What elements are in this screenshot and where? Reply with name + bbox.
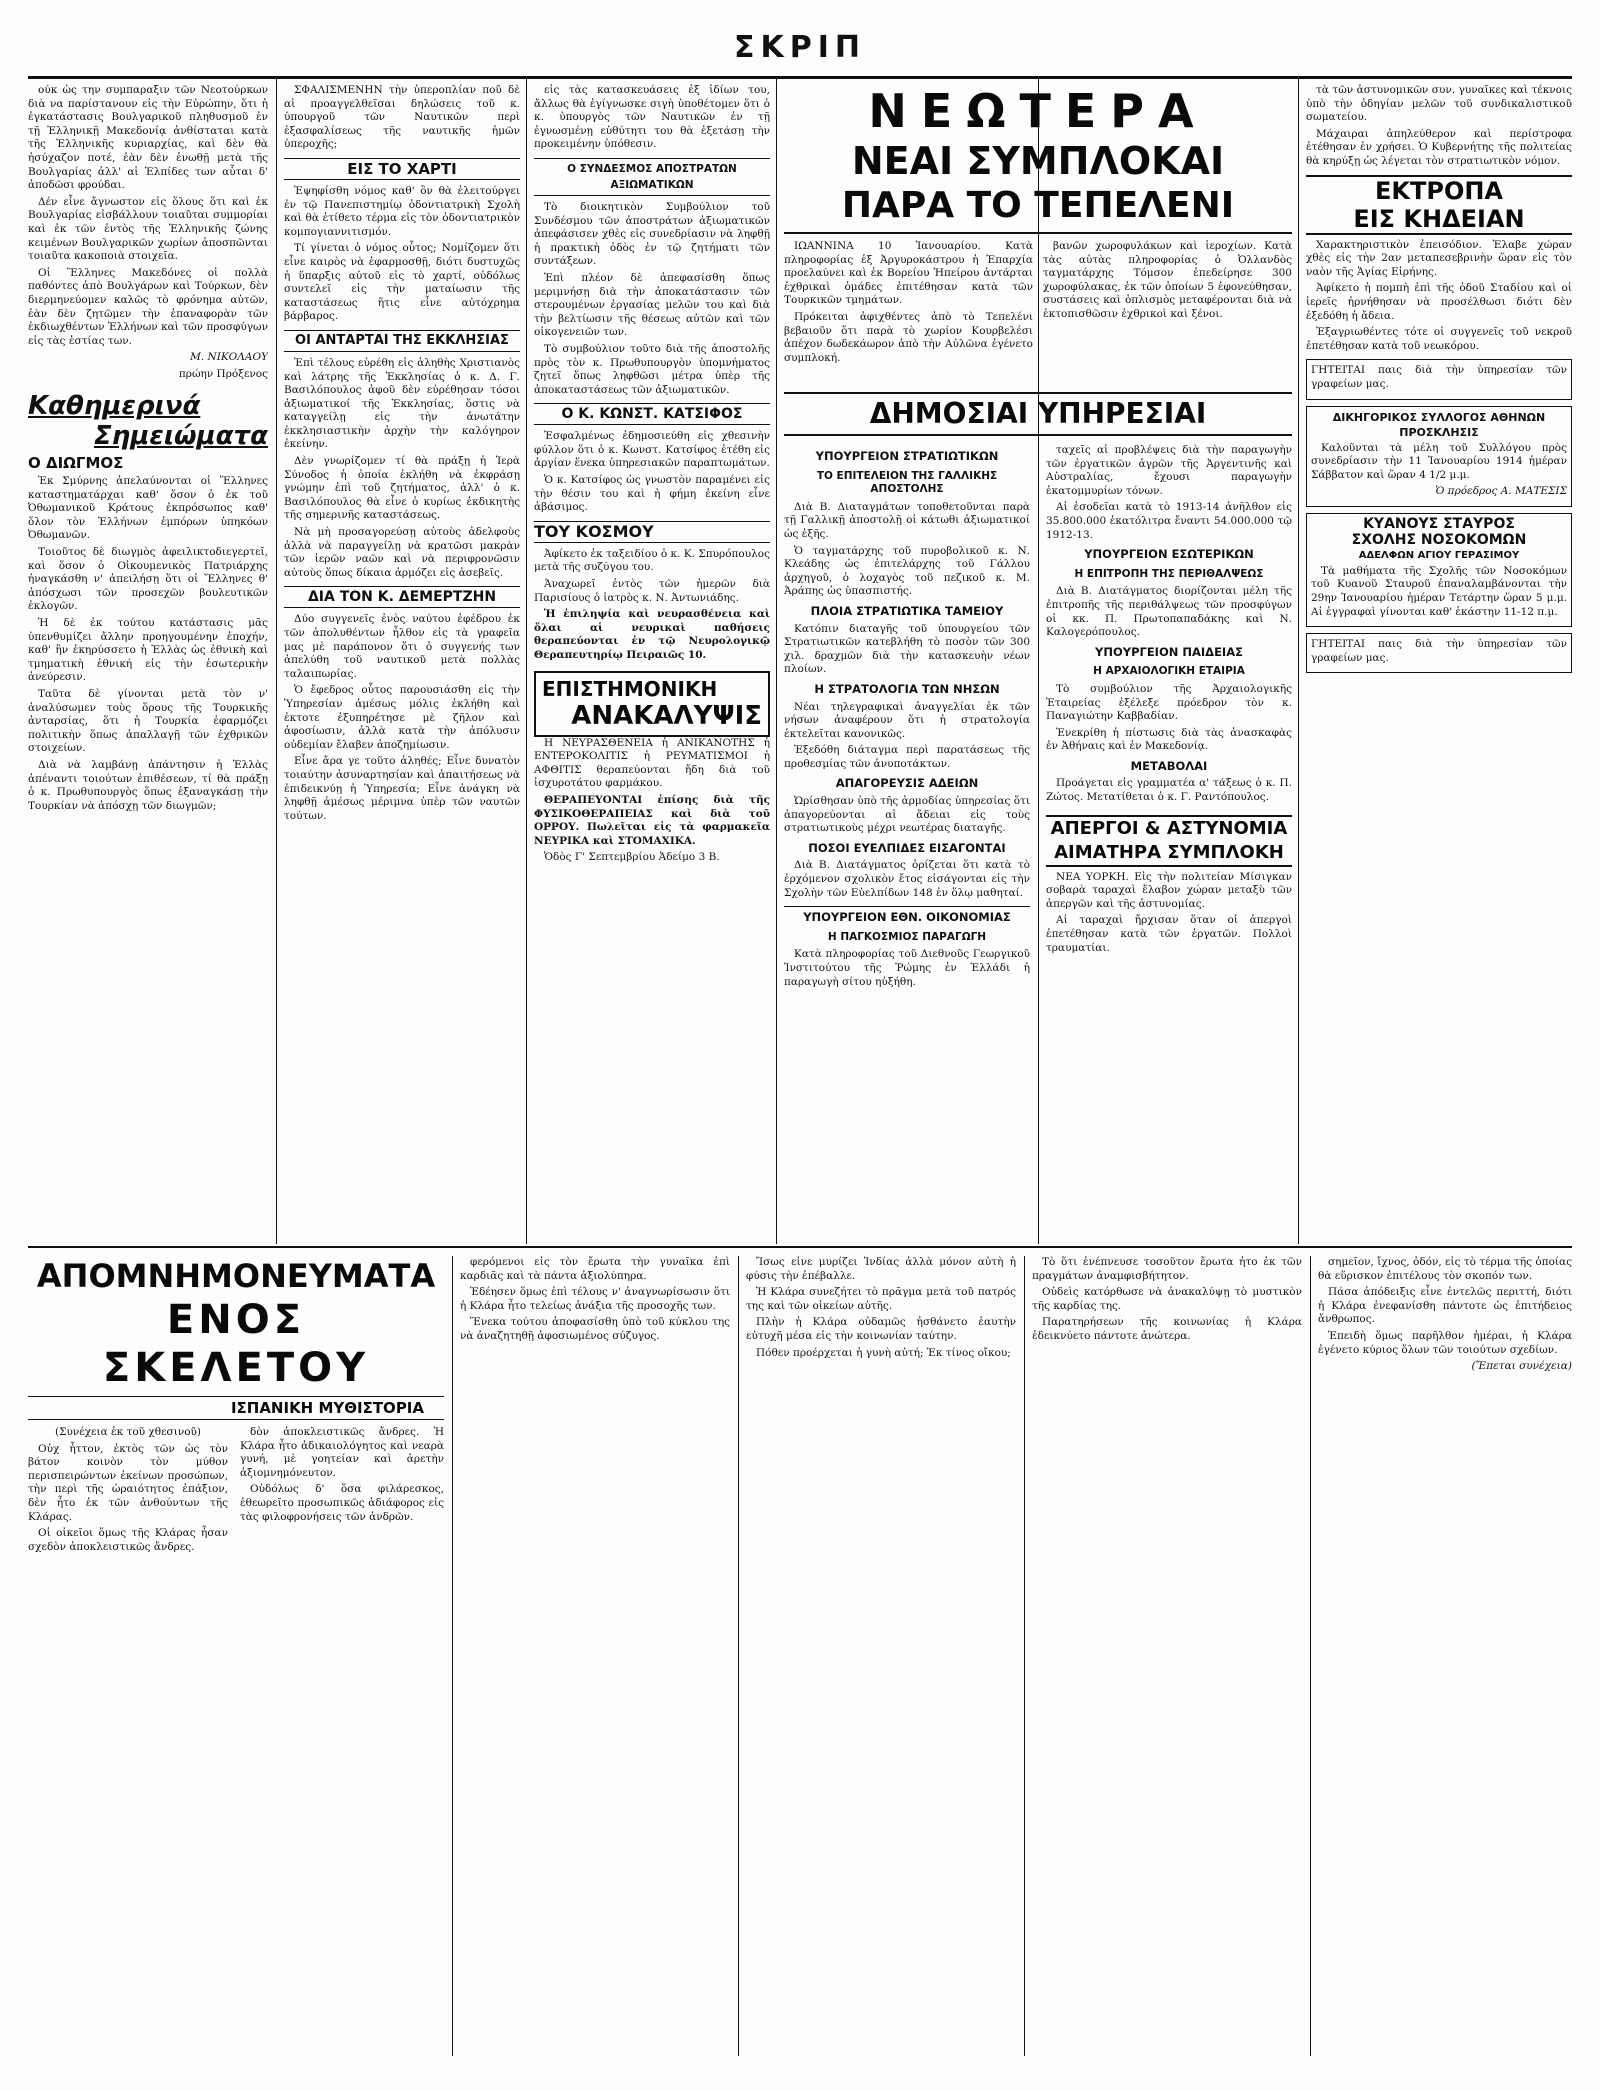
paragraph: Ἕνεκα τούτου ἀποφασίσθη ὑπὸ τοῦ κύκλου της νὰ ἀναζητηθῇ ἀφοσιωμένος σύζυγος. xyxy=(460,1316,730,1342)
paragraph: ούκ ὡς την συμπαραξιν τῶν Νεοτούρκων διὰ να παρίστανουν εἰς τὴν Εὐρώπην, ὅτι ἡ ἐγκατάστασις Βουλγαρικοῦ πληθυσμοῦ ἐν τῇ Ἑλληνικῇ Μακεδονίᾳ ἀνθίσταται κατὰ τῆς Ἑλληνικῆς κυριαρχίας, καὶ δὲν θὰ ἠσύχαζον ποτέ, ἐὰν δὲν ἐνωθῇ μετὰ τῆς Βουλγαρίας ἀλλ' αἱ Ἐλπίδες των αὗται δ' ἀποδῶσι φρούδαι. xyxy=(28,84,268,192)
column-4 xyxy=(784,444,1030,1244)
notice-body: Καλοῦνται τὰ μέλη τοῦ Συλλόγου πρὸς συνεδρίασιν τὴν 11 Ἰανουαρίου 1914 ἡμέραν Σάββατον καὶ ὥραν 4 1/2 μ.μ. xyxy=(1311,441,1567,481)
paragraph: Παρατηρήσεων τῆς κοινωνίας ἡ Κλάρα ἐδεικνύετο πάντοτε ἀνώτερα. xyxy=(1032,1316,1302,1342)
paragraph: ΘΕΡΑΠΕΥΟΝΤΑΙ ἐπίσης διὰ τῆς ΦΥΣΙΚΟΘΕΡΑΠΕΙΑΣ καὶ διὰ τοῦ ΟΡΡΟΥ. Πωλεῖται εἰς τὰ φαρμακεῖα ΝΕΥΡΙΚΑ καὶ ΣΤΟΜΑΧΙΚΑ. xyxy=(534,793,770,847)
section-heading: ΕΙΣ ΤΟ ΧΑΡΤΙ xyxy=(284,158,520,180)
column-6 xyxy=(1306,84,1572,1244)
paragraph: Διὰ Β. Διατάγματος ὁρίζεται ὅτι κατὰ τὸ ἐρχόμενον σχολικὸν ἔτος εἰσάγονται εἰς τὴν Σχολὴν τῶν Εὐελπίδων 148 ἐν ὅλῳ μαθηταί. xyxy=(784,859,1030,899)
serial-column-4 xyxy=(1032,1256,1302,2056)
serial-subcolumn-a xyxy=(28,1426,228,1557)
paragraph: Κατὰ πληροφορίας τοῦ Διεθνοῦς Γεωργικοῦ Ἰνστιτούτου τῆς Ῥώμης ἐν Ἑλλάδι ἡ παραγωγὴ σίτου ηὐξήθη. xyxy=(784,948,1030,988)
feature-title-line-2: Σημειώματα xyxy=(93,421,268,452)
paragraph: Ἐξεδόθη διάταγμα περὶ παρατάσεως τῆς προθεσμίας τῶν ἀνυποτάκτων. xyxy=(784,744,1030,770)
paragraph: Χαρακτηριστικὸν ἐπεισόδιον. Ἐλαβε χώραν χθὲς εἰς τὴν 2αν μεταπεσεβρινὴν ὥραν εἰς τὸν ναὸν τῆς Ἁγίας Εἰρήνης. xyxy=(1306,238,1572,278)
subsection-heading: ΥΠΟΥΡΓΕΙΟΝ ΠΑΙΔΕΙΑΣ xyxy=(1095,644,1243,659)
paragraph: Ἀφίκετο ἐκ ταξειδίου ὁ κ. Κ. Σπυρόπουλος μετὰ τῆς συζύγου του. xyxy=(534,547,770,574)
paragraph: Νὰ μὴ προσαγορεύσῃ αὐτοὺς ἀδελφοὺς ἀλλὰ νὰ παραγγείλῃ νὰ κρατῶσι μακρὰν τῶν ἱερῶν ναῶν καὶ νὰ περιφρονῶσιν αὐτοὺς ὅπως δίκαια ἀρμόζει εἰς ἀσεβεῖς. xyxy=(284,526,520,579)
subsection-heading: Η ΑΡΧΑΙΟΛΟΓΙΚΗ ΕΤΑΙΡΙΑ xyxy=(1093,665,1245,678)
paragraph: Οἱ Ἕλληνες Μακεδόνες οἱ πολλὰ παθόντες ἀπὸ Βουλγάρων καὶ Τούρκων, δὲν διερμηνεύομεν καλῶς τὸ φρόνημα αὐτῶν, ἐὰν δὲν ζητῶμεν τὴν ἐπαναφορὰν τῶν ἐκδιωχθέντων Ἑλλήνων καὶ τῶν προσφύγων εἰς τὰς ἑστίας των. xyxy=(28,266,268,347)
paragraph: Ὡρίσθησαν ὑπὸ τῆς ἁρμοδίας ὑπηρεσίας ὅτι ἀπαγορεύονται αἱ ἄδειαι εἰς τοὺς στρατιωτικοὺς μέχρι νεωτέρας διαταγῆς. xyxy=(784,795,1030,835)
serial-title-1: ΑΠΟΜΝΗΜΟΝΕΥΜΑΤΑ xyxy=(36,1257,436,1295)
notice-heading: ΔΙΚΗΓΟΡΙΚΟΣ ΣΥΛΛΟΓΟΣ ΑΘΗΝΩΝ xyxy=(1332,410,1546,424)
paragraph: σημεῖον, ἴχνος, ὁδόν, εἰς τὸ τέρμα τῆς ὁποίας θὰ εὕρισκον ἐπιτέλους τὸν σκοπόν των. xyxy=(1318,1256,1572,1282)
paragraph: Διὰ Β. Διαταγμάτων τοποθετοῦνται παρὰ τῇ Γαλλικῇ ἀποστολῇ οἱ κάτωθι ἀξιωματικοί ὡς ἑξῆς. xyxy=(784,500,1030,540)
headline-tepeleni: ΠΑΡΑ ΤΟ ΤΕΠΕΛΕΝΙ xyxy=(784,184,1292,234)
column-rule xyxy=(1310,1256,1311,2056)
paragraph: Ἡ Κλάρα συνεζήτει τὸ πρᾶγμα μετὰ τοῦ πατρός της καὶ τῶν οἰκείων αὐτῆς. xyxy=(746,1286,1016,1312)
feature-title-line-1: Καθημερινά xyxy=(28,391,201,422)
notice-heading: ΣΧΟΛΗΣ ΝΟΣΟΚΟΜΩΝ xyxy=(1351,531,1527,548)
paragraph: Ἐπὶ πλέον δὲ ἀπεφασίσθη ὅπως μεριμνήσῃ διὰ τὴν ἀποκατάστασιν τῶν στερουμένων ἐργασίας μελῶν του καὶ διὰ τὴν βελτίωσιν τῆς θέσεως αὐτῶν καὶ τῶν οἰκογενειῶν των. xyxy=(534,271,770,339)
funeral-headline-2: ΕΙΣ ΚΗΔΕΙΑΝ xyxy=(1306,205,1572,235)
section-heading: Ο ΔΙΩΓΜΟΣ xyxy=(28,454,124,473)
notice-signature: Ὁ πρόεδρος Α. ΜΑΤΕΣΙΣ xyxy=(1435,485,1567,498)
paragraph: Ὁ κ. Κατσίφος ὡς γνωστὸν παραμένει εἰς τὴν θέσιν του καὶ ἡ φήμη ἐκείνη εἶνε ἀβάσιμος. xyxy=(534,474,770,514)
serial-column-1 xyxy=(28,1256,444,2056)
paragraph: Ἀφίκετο ἡ πομπὴ ἐπὶ τῆς ὁδοῦ Σταδίου καὶ οἱ ἱερεῖς ἠρνήθησαν νὰ προσέλθωσι διότι δὲν ἐξεδόθη ἡ ἄδεια. xyxy=(1306,282,1572,322)
paragraph: Δέν εἶνε ἄγνωστον εἰς ὅλους ὅτι καὶ ἐκ Βουλγαρίας εἰσβάλλουν τοιαῦται συμμορίαι καὶ ἐκ τῶν ἐντὸς τῆς Ἑλληνικῆς ζώνης κειμένων Βουλγαρικῶν χωρίων ἀποσπῶνται τοιαῦτα κακοποιὰ στοιχεῖα. xyxy=(28,195,268,263)
subsection-heading: Η ΕΠΙΤΡΟΠΗ ΤΗΣ ΠΕΡΙΘΑΛΨΕΩΣ xyxy=(1074,567,1264,580)
signature-name: Μ. ΝΙΚΟΛΑΟΥ xyxy=(190,351,268,364)
paragraph: Μάχαιραι ἀπηλεύθερον καὶ περίστροφα ἐτέθησαν ἐν χρήσει. Ὁ Κυβερνήτης τῆς πολιτείας θὰ κηρύξῃ ὡς λέγεται τὸν στρατιωτικὸν νόμον. xyxy=(1306,127,1572,167)
wanted-notice xyxy=(1306,633,1572,673)
paragraph: Τὸ ὅτι ἐνέπνευσε τοσοῦτον ἔρωτα ἦτο ἐκ τῶν πραγμάτων ἀναμφισβήτητον. xyxy=(1032,1256,1302,1282)
paragraph: Ὁ ἔφεδρος οὗτος παρουσιάσθη εἰς τὴν Ὑπηρεσίαν ἀμέσως μόλις ἐκλήθη καὶ ἐκτοτε ἐξυπηρέτησε μὲ ζῆλον καὶ ἀφοσίωσιν, ἀλλὰ κατὰ τὴν ἀπόλυσιν οὐδεμίαν ἔλαβεν ἀποζημίωσιν. xyxy=(284,684,520,751)
notice-subheading: ΑΔΕΛΦΩΝ ΑΓΙΟΥ ΓΕΡΑΣΙΜΟΥ xyxy=(1358,550,1520,562)
notice-text: ΓΗΤΕΙΤΑΙ παις διὰ τὴν ὑπηρεσίαν τῶν γραφείων μας. xyxy=(1311,638,1567,664)
paragraph: τὰ τῶν ἀστυνομικῶν συν. γυναῖκες καὶ τέκνοις ὑπὸ τὴν ὁδηγίαν μελῶν τοῦ συνδικαλιστικοῦ σωματείου. xyxy=(1306,84,1572,124)
notice-subheading: ΠΡΟΣΚΛΗΣΙΣ xyxy=(1399,426,1479,440)
paragraph: Ἐδέησεν ὅμως ἐπὶ τέλους ν' ἀναγνωρίσωσιν ὅτι ἡ Κλάρα ἦτο τελείως ἀνάξια τῆς προσοχῆς των. xyxy=(460,1286,730,1312)
science-title-2: ΑΝΑΚΑΛΥΨΙΣ xyxy=(571,700,762,731)
paragraph: Οὐδόλως δ' ὅσα φιλάρεσκος, ἐθεωρεῖτο προσωπικῶς ἀδιάφορος εἰς τὰς φιλοφρονήσεις τῶν ἀνδρῶν. xyxy=(240,1483,444,1523)
section-heading: ΔΙΑ ΤΟΝ Κ. ΔΕΜΕΡΤΖΗΝ xyxy=(284,586,520,608)
paragraph: βανῶν χωροφυλάκων καὶ ἱεροχίων. Κατὰ τὰς αὐτὰς πληροφορίας ὁ Ὀλλανδὸς ταγματάρχης Τόμσον ἐπεδείρησε 300 χωροφύλακας, ἐκ τῶν ὁποίων 5 ἐφονεύθησαν, συστάσεις καὶ ὁπλισμὸς μεταφέρονται διὰ νὰ ἐκτοπισθῶσιν ἐχθρικοὶ καὶ ξένοι. xyxy=(1043,240,1292,320)
paragraph: Ταῦτα δὲ γίνονται μετὰ τὸν ν' ἀναλύσωμεν τοὺς ὅρους τῆς Τουρκικῆς ἀνταρσίας, ὅτι ἡ Τουρκία ἐφαρμόζει πολιτικὴν ὅπως ἀπαλλαγῇ τῶν ἐχθρικῶν στοιχείων. xyxy=(28,687,268,755)
bar-association-notice xyxy=(1306,406,1572,508)
subsection-heading: ΠΛΟΙΑ ΣΤΡΑΤΙΩΤΙΚΑ ΤΑΜΕΙΟΥ xyxy=(810,603,1004,618)
headline-body xyxy=(784,240,1292,368)
column-5 xyxy=(1046,444,1292,1244)
paragraph: Κατόπιν διαταγῆς τοῦ ὑπουργείου τῶν Στρατιωτικῶν κατεβλήθη τὸ ποσὸν τῶν 300 χιλ. δραχμῶν διὰ τὴν κατασκευὴν νέων πλοίων. xyxy=(784,622,1030,676)
paragraph: Τὸ συμβούλιον τοῦτο διὰ τῆς ἀποστολῆς πρὸς τὸν κ. Πρωθυπουργὸν ὑπομνήματος ζητεῖ ὅπως ληφθῶσι μέτρα ὑπὲρ τῆς ἀποκαταστάσεως τῶν ἀξιωματικῶν. xyxy=(534,342,770,396)
subsection-heading: Η ΠΑΓΚΟΣΜΙΟΣ ΠΑΡΑΓΩΓΗ xyxy=(827,930,987,943)
section-heading: Ο Κ. ΚΩΝΣΤ. ΚΑΤΣΙΦΟΣ xyxy=(534,403,770,425)
paragraph: Δὲν γνωρίζομεν τί θὰ πράξῃ ἡ Ἱερὰ Σύνοδος ἡ ὁποία ἐκλήθη νὰ ἐκφράσῃ γνώμην ἐπὶ τοῦ ζητήματος, ἀλλ' ὁ κ. Βασιλόπουλος θὰ εἶνε ὁ κυρίως ἐκδικητὴς τῆς σημερινῆς καταστάσεως. xyxy=(284,455,520,522)
subsection-heading: ΜΕΤΑΒΟΛΑΙ xyxy=(1130,758,1208,773)
subsection-heading: ΤΟ ΕΠΙΤΕΛΕΙΟΝ ΤΗΣ ΓΑΛΛΙΚΗΣ ΑΠΟΣΤΟΛΗΣ xyxy=(816,469,998,496)
feature-heading xyxy=(28,391,268,451)
paragraph: Ἡ δὲ ἐκ τούτου κατάστασις μᾶς ὑπενθυμίζει ἄλλην προηγουμένην ἐποχήν, καθ' ἣν ἐκηρύσσετο ἡ Ἑλλὰς ὡς ἐθνικὴ καὶ τμηματικὴ ἐθνική εἰς τὴν ἐσωτερικὴν ἀνεύρεσιν. xyxy=(28,617,268,684)
paragraph: Οὐδεὶς κατόρθωσε νὰ ἀνακαλύψῃ τὸ μυστικὸν τῆς καρδίας της. xyxy=(1032,1286,1302,1312)
paragraph: Τὸ διοικητικὸν Συμβούλιον τοῦ Συνδέσμου τῶν ἀποστράτων ἀξιωματικῶν ἀπεφάσισεν χθὲς εἰς συνεδρίασιν νὰ ληφθῇ ἡ πρακτικὴ ὁδὸς ἐν τῷ ζητήματι τῶν συντάξεων. xyxy=(534,200,770,268)
strike-headline: ΑΠΕΡΓΟΙ & ΑΣΤΥΝΟΜΙΑ xyxy=(1046,815,1292,841)
headline-body-left xyxy=(784,240,1033,368)
science-title-1: ΕΠΙΣΤΗΜΟΝΙΚΗ xyxy=(542,676,718,701)
column-2 xyxy=(284,84,520,1244)
paragraph: φερόμενοι εἰς τὸν ἔρωτα τὴν γυναῖκα ἐπὶ καρδιᾶς καὶ τὰ πάντα ἀξιολύπηρα. xyxy=(460,1256,730,1282)
wanted-notice xyxy=(1306,359,1572,399)
masthead-title: ΣΚΡΙΠ xyxy=(734,30,866,65)
section-heading: ΤΟΥ ΚΟΣΜΟΥ xyxy=(534,521,770,543)
paragraph: Τοιοῦτος δὲ διωγμὸς ἀφειλικτοδιεγερτεῖ, καὶ ὅσον ὁ Οἰκουμενικὸς Πατριάρχης ἠναγκάσθη ν' ἀπειλήσῃ ὅτι οἱ Ἕλληνες θ' ἀπόσχωσι τῶν προσεχῶν βουλευτικῶν ἐκλογῶν. xyxy=(28,546,268,613)
news-headline-block xyxy=(784,84,1292,384)
serial-subtitle: ΙΣΠΑΝΙΚΗ ΜΥΘΙΣΤΟΡΙΑ xyxy=(28,1396,444,1420)
strike-subheadline: ΑΙΜΑΤΗΡΑ ΣΥΜΠΛΟΚΗ xyxy=(1046,841,1292,867)
paragraph: ΝΕΑ ΥΟΡΚΗ. Εἰς τὴν πολιτείαν Μίσιγκαν σοβαρὰ ταραχαὶ ἔλαβον χώραν μεταξὺ τῶν ἀπεργῶν καὶ τῆς ἀστυνομίας. xyxy=(1046,870,1292,910)
paragraph: Ἐψηφίσθη νόμος καθ' ὃν θὰ ἐλειτούργει ἐν τῷ Πανεπιστημίῳ ὁδοντιατρικὴ Σχολὴ καὶ θὰ ἐτίθετο τέρμα εἰς τὸν ὀδοντιατρικὸν κομπογιαννιτισμόν. xyxy=(284,184,520,238)
column-3 xyxy=(534,84,770,1244)
paragraph: Τί γίνεται ὁ νόμος οὗτος; Νομίζομεν ὅτι εἶνε καιρὸς νὰ ἐφαρμοσθῇ, διότι δυστυχῶς ἡ ὕπαρξις αὐτοῦ εἰς τὸ χαρτί, οὐδόλως συντελεῖ εἰς τὴν ματαίωσιν τῆς καταστάσεως ἥτις εἶνε αὐτόχρημα βάρβαρος. xyxy=(284,242,520,323)
section-heading: ΟΙ ΑΝΤΑΡΤΑΙ ΤΗΣ ΕΚΚΛΗΣΙΑΣ xyxy=(284,330,520,352)
paragraph: Ἀναχωρεῖ ἐντὸς τῶν ἡμερῶν διὰ Παρισίους ὁ ἰατρὸς κ. Ν. Ἀντωνιάδης. xyxy=(534,578,770,604)
paragraph: Η ΝΕΥΡΑΣΘΕΝΕΙΑ ἡ ΑΝΙΚΑΝΟΤΗΣ ἡ ΕΝΤΕΡΟΚΟΛΙΤΙΣ ἡ ΡΕΥΜΑΤΙΣΜΟΙ ἡ ΑΦΘΙΤΙΣ θεραπεύονται ἤδη διὰ τοῦ ἰσχυροτάτου φαρμάκου. xyxy=(534,736,770,790)
paragraph: Ἐπὶ τέλους εὑρέθη εἰς ἀληθὴς Χριστιανὸς καὶ λάτρης τῆς Ἐκκλησίας ὁ κ. Δ. Γ. Βασιλόπουλος ἀφοῦ δὲν εὑρέθησαν τόσοι ἀξιωματικοί τῆς Ἐκκλησίας, ὅστις νὰ καταγγείλῃ εἰς τὴν ἀνωτάτην ἐκκλησιαστικὴν ἀρχὴν τὴν καλόγηρον ἐκείνην. xyxy=(284,356,520,451)
paragraph: Δύο συγγενεῖς ἐνὸς ναύτου ἐφέδρου ἐκ τῶν ἀπολυθέντων ἦλθον εἰς τὰ γραφεῖα μας μὲ παράπονον ὅτι ὁ συγγενής των ἀπελύθη τοῦ ναυτικοῦ μετὰ πολλὰς ταλαιπωρίας. xyxy=(284,613,520,680)
serial-column-3 xyxy=(746,1256,1016,2056)
public-services-title: ΔΗΜΟΣΙΑΙ ΥΠΗΡΕΣΙΑΙ xyxy=(784,392,1292,436)
paragraph: Ἐπειδὴ ὅμως παρῆλθον ἡμέραι, ἡ Κλάρα ἐγένετο κύριος ὅλων τῶν τοιούτων σχεδίων. xyxy=(1318,1329,1572,1356)
paragraph: Ἐσφαλμένως ἐδημοσιεύθη εἰς χθεσινὴν φύλλον ὅτι ὁ κ. Κωνστ. Κατσίφος ἐτέθη εἰς ἀργίαν ἕνεκα ὑπηρεσιακῶν παραπτωμάτων. xyxy=(534,430,770,470)
paragraph: Ἐνεκρίθη ἡ πίστωσις διὰ τὰς ἀνασκαφὰς ἐν Ἀθήναις καὶ ἐν Μακεδονίᾳ. xyxy=(1046,726,1292,753)
paragraph: ΣΦΑΛΙΣΜΕΝΗΝ τὴν ὑπεροπλίαν ποῦ δὲ αἱ προαγγελθεῖσαι δηλώσεις τοῦ κ. ὑπουργοῦ τῶν Ναυτικῶν περὶ ἐξασφαλίσεως τῆς ναυτικῆς ἡμῶν ὑπεροχῆς; xyxy=(284,84,520,151)
to-be-continued: (Ἔπεται συνέχεια) xyxy=(1471,1360,1572,1373)
subsection-heading: ΥΠΟΥΡΓΕΙΟΝ ΕΣΩΤΕΡΙΚΩΝ xyxy=(1084,547,1254,562)
column-rule xyxy=(526,76,527,1244)
blue-cross-notice xyxy=(1306,513,1572,627)
subsection-heading: ΥΠΟΥΡΓΕΙΟΝ ΕΘΝ. ΟΙΚΟΝΟΜΙΑΣ xyxy=(784,906,1030,925)
paragraph: Πόθεν προέρχεται ἡ γυνὴ αὐτή; Ἐκ τίνος οἴκου; xyxy=(756,1346,1011,1359)
paragraph: εἰς τὰς κατασκευάσεις ἐξ ἰδίων του, ἄλλως θὰ ἐγίγνωσκε σιγὴ ὑποθέτομεν ὅτι ὁ κ. ὑπουργὸς τῶν Ναυτικῶν ἐν τῇ ἐγνωσμένῃ εὐθύτητι του θὰ ἐξετάσῃ τὴν προκειμένην ὑπόθεσιν. xyxy=(534,84,770,151)
section-heading: Ο ΣΥΝΔΕΣΜΟΣ ΑΠΟΣΤΡΑΤΩΝ ΑΞΙΩΜΑΤΙΚΩΝ xyxy=(534,158,770,196)
paragraph: Προάγεται εἰς γραμματέα α' τάξεως ὁ κ. Π. Ζώτος. Μετατίθεται ὁ κ. Γ. Ραντόπουλος. xyxy=(1046,777,1292,804)
paragraph: Ἐκ Σμύρνης ἀπελαύνονται οἱ Ἕλληνες καταστηματάρχαι καθ' ὅσον ὁ ἐκ τοῦ Ὀθωμανικοῦ Κράτους ἐκπρόσωπος καθ' ὅλον τὸν Ἑλλήνων ἐμπόρων ὑπηκόων Ὀθωμανῶν. xyxy=(28,475,268,542)
serial-title-2: ΕΝΟΣ ΣΚΕΛΕΤΟΥ xyxy=(102,1297,370,1391)
column-rule xyxy=(1024,1256,1025,2056)
paragraph: ΙΩΑΝΝΙΝΑ 10 Ἰανουαρίου. Κατὰ πληροφορίας ἐξ Ἀργυροκάστρου ἡ Ἐπαρχία προελαύνει καὶ ἐκ Βορείου Ἠπείρου ἀντάρται ἐχθρικαὶ ὁμάδες ἐπιτέθησαν κατὰ τῶν Τουρκικῶν τμημάτων. xyxy=(784,240,1033,307)
column-rule xyxy=(776,76,777,1244)
continued-from: (Συνέχεια ἐκ τοῦ χθεσινοῦ) xyxy=(54,1426,202,1438)
notice-text: ΓΗΤΕΙΤΑΙ παις διὰ τὴν ὑπηρεσίαν τῶν γραφείων μας. xyxy=(1311,364,1567,390)
paragraph: Ἴσως εἶνε μυρίζει Ἰνδίας ἀλλὰ μόνον αὐτὴ ἡ φύσις τὴν ἐπέβαλλε. xyxy=(746,1256,1016,1282)
serial-subcolumns xyxy=(28,1426,444,1557)
subsection-heading: ΠΟΣΟΙ ΕΥΕΛΠΙΔΕΣ ΕΙΣΑΓΟΝΤΑΙ xyxy=(808,840,1006,855)
column-rule xyxy=(1298,76,1299,1244)
paragraph: Διὰ Β. Διατάγματος διορίζονται μέλη τῆς ἐπιτροπῆς τῆς περιθάλψεως τῶν προσφύγων οἱ κκ. Π. Πρωτοπαπαδάκης καὶ Ν. Καλογερόπουλος. xyxy=(1046,585,1292,639)
column-rule xyxy=(738,1256,739,2056)
headline-body-right xyxy=(1043,240,1292,368)
headline-neotera: ΝΕΩΤΕΡΑ xyxy=(868,84,1208,138)
paragraph: Διὰ νὰ λαμβάνῃ ἀπάντησιν ἡ Ἑλλὰς ἀπέναντι τοιούτων ἐπιθέσεων, τί θὰ πράξῃ ὁ κ. Πρωθυπουργὸς ὅπως ἐξαναγκάσῃ τὴν Τουρκίαν νὰ ἀπόσχῃ τῶν διωγμῶν; xyxy=(28,758,268,812)
paragraph: Οἱ οἰκεῖοι ὅμως τῆς Κλάρας ἦσαν σχεδὸν ἀποκλειστικῶς ἄνδρες. xyxy=(28,1527,228,1553)
serial-column-5 xyxy=(1318,1256,1572,2056)
science-box xyxy=(534,671,770,737)
paragraph: Πρόκειται ἀφιχθέντες ἀπὸ τὸ Τεπελένι βεβαιοῦν ὅτι παρὰ τὸ χωρίον Κουρβελέσι ἀπέχον δωδεκάωρον ἀπὸ τὴν Αὐλῶνα ἐγένετο συμπλοκή. xyxy=(784,310,1033,364)
paragraph: Πάσα ἀπόδειξις εἶνε ἐντελῶς περιττή, διότι ἡ Κλάρα ἐνεφανίσθη πάντοτε ὡς ἐπιτήδειος ἄνθρωπος. xyxy=(1318,1286,1572,1326)
paragraph: Πλὴν ἡ Κλάρα οὐδαμῶς ἠσθάνετο ἑαυτὴν εὐτυχῆ μέσα εἰς τὴν κοινωνίαν ταύτην. xyxy=(746,1316,1016,1342)
notice-body: Τὰ μαθήματα τῆς Σχολῆς τῶν Νοσοκόμων τοῦ Κυανοῦ Σταυροῦ ἐπαναλαμβάνονται τὴν 29ην Ἰανουαρίου ἡμέραν Τετάρτην ὥραν 5 μ.μ. Αἱ ἐγγραφαὶ γίνονται καθ' ἑκάστην 11-12 π.μ. xyxy=(1311,564,1567,618)
serial-column-2 xyxy=(460,1256,730,2056)
serial-subcolumn-b xyxy=(240,1426,444,1557)
funeral-headline-1: ΕΚΤΡΟΠΑ xyxy=(1306,175,1572,205)
paragraph: Ἡ ἐπιληψία καὶ νευρασθένεια καὶ ὅλαι αἱ νευρικαὶ παθήσεις θεραπεύονται ἐν τῷ Νευρολογικῷ Θεραπευτηρίῳ Πειραιῶς 10. xyxy=(534,608,770,661)
paragraph: Ὁδὸς Γ' Σεπτεμβρίου Ἀδείμο 3 Β. xyxy=(544,851,720,864)
column-1 xyxy=(28,84,268,1244)
paragraph: ταχεῖς αἱ προβλέψεις διὰ τὴν παραγωγὴν τῶν ἐργατικῶν ἀγρῶν τῆς Ἀργεντινῆς καὶ Αὐστραλίας, ἔχουσι παραγωγὴν ἑκατομμυρίων τόνων. xyxy=(1046,444,1292,497)
notice-heading: ΚΥΑΝΟΥΣ ΣΤΑΥΡΟΣ xyxy=(1363,516,1515,533)
paragraph: Τὸ συμβούλιον τῆς Ἀρχαιολογικῆς Ἑταιρείας ἐξέλεξε πρόεδρον τὸν κ. Παναγιώτην Καββαδίαν. xyxy=(1046,682,1292,723)
paragraph: Νέαι τηλεγραφικαὶ ἀναγγελίαι ἐκ τῶν νήσων ἀναφέρουν ὅτι ἡ στρατολογία ἐκτελεῖται κανονικῶς. xyxy=(784,700,1030,740)
subsection-heading: Η ΣΤΡΑΤΟΛΟΓΙΑ ΤΩΝ ΝΗΣΩΝ xyxy=(814,681,1000,696)
paragraph: Οὐχ ἧττον, ἐκτὸς τῶν ὡς τὸν βάτον κοινὸν τὸν μύθον περισπειρώντων ἐκείνων προσώπων, τὴν περὶ τῆς ὡραιότητος ἐπάξιον, δὲν ἦτο ἐκ τῶν ἀνθούντων τῆς Κλάρας. xyxy=(28,1442,228,1523)
subsection-heading: ΑΠΑΓΟΡΕΥΣΙΣ ΑΔΕΙΩΝ xyxy=(835,776,979,791)
paragraph: Ὁ ταγματάρχης τοῦ πυροβολικοῦ κ. Ν. Κλεάδης ὡς ἐπιτελάρχης τοῦ Γάλλου ἀρχηγοῦ, ὁ λοχαγὸς τοῦ πεζικοῦ κ. Μ. Ἀράπης ὡς ὑπασπιστής. xyxy=(784,544,1030,598)
newspaper-page xyxy=(28,20,1572,2060)
section-divider xyxy=(28,1246,1572,1248)
paragraph: Αἱ ταραχαὶ ἤρχισαν ὅταν οἱ ἀπεργοὶ ἐπετέθησαν κατὰ τῶν ἐργατῶν. Πολλοὶ τραυματίαι. xyxy=(1046,914,1292,954)
paragraph: δὸν ἀποκλειστικῶς ἄνδρες. Ἡ Κλάρα ἦτο ἀδικαιολόγητος καὶ νεαρὰ γυνή, μὲ γοητείαν καὶ ἀρετὴν ἀξιομνημόνευτον. xyxy=(240,1426,444,1479)
column-rule xyxy=(276,76,277,1244)
signature-title: πρώην Πρόξενος xyxy=(178,367,268,380)
paragraph: Ἐξαγριωθέντες τότε οἱ συγγενεῖς τοῦ νεκροῦ ἐπετέθησαν κατὰ τοῦ νεωκόρου. xyxy=(1306,326,1572,352)
paragraph: Εἶνε ἄρα γε τοῦτο ἀληθές; Εἶνε δυνατὸν τοιαύτην ἀσυναρτησίαν καὶ ἀπαιτήσεως νὰ ἐπιδεικνύῃ ἡ Ὑπηρεσία; Εἶνε ἀνάγκη νὰ ληφθῇ ἀμέσως μέριμνα ὑπὲρ τῶν ναυτῶν τούτων. xyxy=(284,755,520,822)
column-rule xyxy=(452,1256,453,2056)
paragraph: Αἱ ἐσοδεῖαι κατὰ τὸ 1913-14 ἀνῆλθον εἰς 35.800.000 ἑκατόλιτρα ἔναντι 54.000.000 τῷ 1912-13. xyxy=(1046,501,1292,541)
masthead xyxy=(28,20,1572,79)
subsection-heading: ΥΠΟΥΡΓΕΙΟΝ ΣΤΡΑΤΙΩΤΙΚΩΝ xyxy=(815,449,999,463)
headline-neai-symplokai: ΝΕΑΙ ΣΥΜΠΛΟΚΑΙ xyxy=(851,139,1225,183)
